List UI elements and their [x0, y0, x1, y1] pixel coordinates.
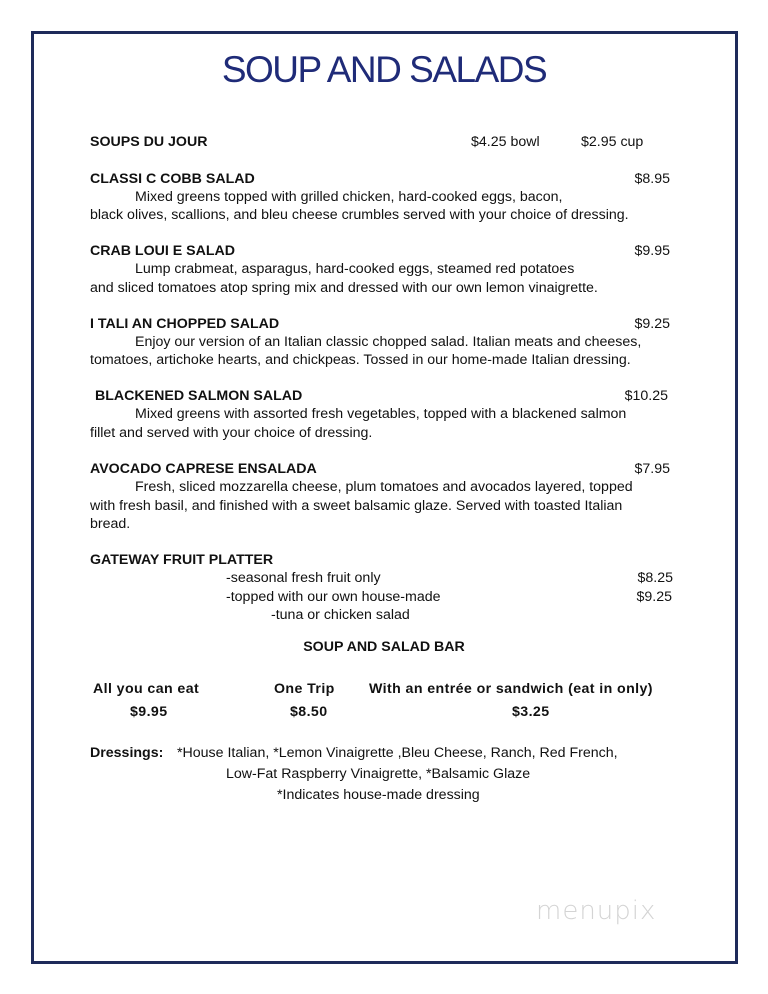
- watermark-logo: menupix: [536, 896, 657, 926]
- bar-col-all-you-can-eat: All you can eat: [93, 681, 200, 697]
- fruit-name: GATEWAY FRUIT PLATTER: [90, 552, 274, 568]
- item-price: $9.25: [634, 316, 670, 332]
- item-price: $10.25: [624, 388, 668, 404]
- dressings-note: *Indicates house-made dressing: [277, 787, 480, 803]
- item-desc: with fresh basil, and finished with a sweet balsamic glaze. Served with toasted Italian: [90, 498, 623, 514]
- bar-price: $3.25: [512, 704, 550, 720]
- fruit-option: -topped with our own house-made: [226, 589, 441, 605]
- item-desc: Enjoy our version of an Italian classic chopped salad. Italian meats and cheeses,: [135, 334, 642, 350]
- item-name: I TALI AN CHOPPED SALAD: [90, 316, 280, 332]
- fruit-option: -tuna or chicken salad: [271, 607, 410, 623]
- dressings-label: Dressings:: [90, 745, 164, 761]
- soups-cup-price: $2.95 cup: [581, 134, 644, 150]
- item-desc: Lump crabmeat, asparagus, hard-cooked eggs, steamed red potatoes: [135, 261, 575, 277]
- soups-bowl-price: $4.25 bowl: [471, 134, 540, 150]
- item-price: $7.95: [634, 461, 670, 477]
- fruit-option: -seasonal fresh fruit only: [226, 570, 381, 586]
- dressings-list: Low-Fat Raspberry Vinaigrette, *Balsamic Glaze: [226, 766, 531, 782]
- bar-price: $9.95: [130, 704, 168, 720]
- fruit-price: $8.25: [637, 570, 673, 586]
- bar-col-one-trip: One Trip: [274, 681, 335, 697]
- soups-name: SOUPS DU JOUR: [90, 134, 208, 150]
- item-price: $9.95: [634, 243, 670, 259]
- item-desc: Fresh, sliced mozzarella cheese, plum tomatoes and avocados layered, topped: [135, 479, 633, 495]
- page-title: SOUP AND SALADS: [221, 49, 547, 90]
- fruit-price: $9.25: [636, 589, 672, 605]
- item-desc: Mixed greens topped with grilled chicken, hard-cooked eggs, bacon,: [135, 189, 563, 205]
- salad-bar-title: SOUP AND SALAD BAR: [303, 639, 465, 655]
- item-desc: Mixed greens with assorted fresh vegetables, topped with a blackened salmon: [135, 406, 627, 422]
- item-name: CLASSI C COBB SALAD: [90, 171, 255, 187]
- item-desc: bread.: [90, 516, 131, 532]
- item-desc: tomatoes, artichoke hearts, and chickpeas. Tossed in our home-made Italian dressing.: [90, 352, 631, 368]
- bar-col-with-entree: With an entrée or sandwich (eat in only): [369, 681, 653, 697]
- item-price: $8.95: [634, 171, 670, 187]
- item-desc: and sliced tomatoes atop spring mix and dressed with our own lemon vinaigrette.: [90, 280, 598, 296]
- item-name: AVOCADO CAPRESE ENSALADA: [90, 461, 317, 477]
- item-name: CRAB LOUI E SALAD: [90, 243, 236, 259]
- dressings-list: *House Italian, *Lemon Vinaigrette ,Bleu Cheese, Ranch, Red French,: [177, 745, 618, 761]
- item-desc: fillet and served with your choice of dressing.: [90, 425, 373, 441]
- bar-price: $8.50: [290, 704, 328, 720]
- item-name: BLACKENED SALMON SALAD: [95, 388, 303, 404]
- item-desc: black olives, scallions, and bleu cheese crumbles served with your choice of dressing.: [90, 207, 629, 223]
